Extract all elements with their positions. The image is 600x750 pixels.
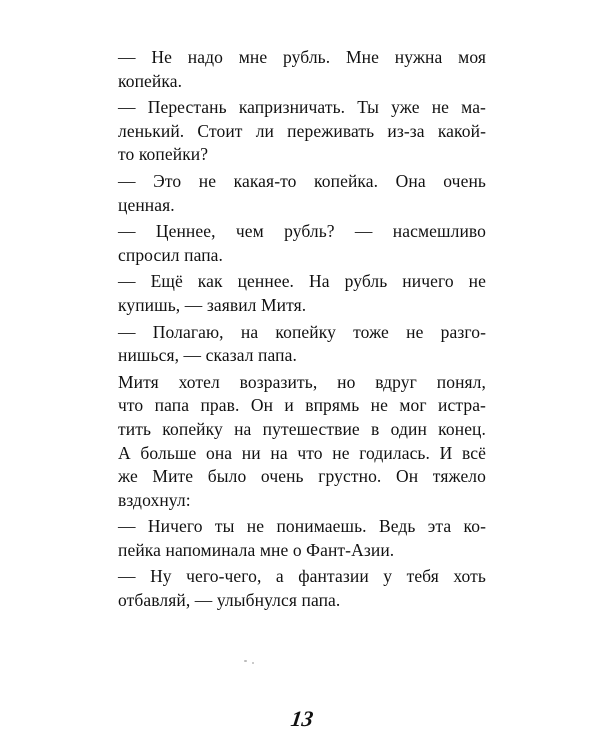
text-line: — Ничего ты не понимаешь. Ведь эта ко- [118,516,486,537]
text-line: Митя хотел возразить, но вдруг понял, [118,371,486,392]
text-line: — Ценнее, чем рубль? — насмешливо [118,221,486,242]
text-line: — Перестань капризничать. Ты уже не ма- [118,97,486,118]
text-line: — Это не какая-то копейка. Она очень [118,170,486,191]
text-line: нишься, — сказал папа. [118,345,297,366]
paragraph [118,46,486,93]
text-line: — Ну чего-чего, а фантазии у тебя хоть [118,566,486,587]
text-line: — Ещё как ценнее. На рубль ничего не [118,271,486,292]
text-line: тить копейку на путешествие в один конец. [118,418,486,439]
paragraph [118,96,486,167]
text-block [118,46,486,613]
text-line: — Не надо мне рубль. Мне нужна моя [118,47,486,67]
paragraph [118,371,486,513]
text-line: вздохнул: [118,489,191,510]
paragraph [118,170,486,217]
paragraph [118,270,486,317]
paragraph [118,565,486,612]
text-line: пейка напоминала мне о Фант-Азии. [118,539,395,560]
page-number: 13 [289,706,315,731]
text-line: то копейки? [118,144,209,165]
text-line: что папа прав. Он и впрямь не мог истра- [118,395,486,416]
text-line: отбавляй, — улыбнулся папа. [118,590,341,611]
paragraph [118,515,486,562]
paragraph [118,220,486,267]
text-line: же Мите было очень грустно. Он тяжело [118,466,486,487]
print-speck [244,660,247,662]
text-line: копейка. [118,70,183,91]
text-line: ценная. [118,194,175,215]
print-speck [252,662,254,664]
text-line: — Полагаю, на копейку тоже не разго- [118,321,486,342]
paragraph [118,321,486,368]
text-line: купишь, — заявил Митя. [118,294,307,315]
text-line: ленький. Стоит ли переживать из-за какой- [118,120,486,141]
text-line: спросил папа. [118,244,224,265]
text-line: А больше она ни на что не годилась. И всё [118,442,486,463]
